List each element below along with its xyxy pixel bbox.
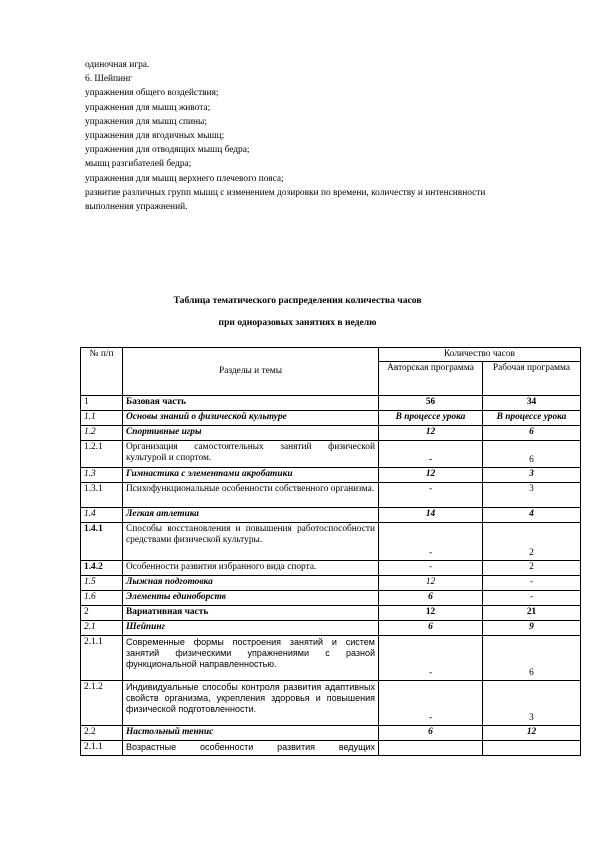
row-title: Спортивные игры xyxy=(123,426,379,441)
row-title: Элементы единоборств xyxy=(123,591,379,606)
row-working: 9 xyxy=(483,621,581,636)
intro-line: упражнения для мышц спины; xyxy=(85,116,207,127)
table-row xyxy=(81,396,581,411)
row-working: 2 xyxy=(483,523,581,561)
row-author: - xyxy=(379,441,483,468)
row-author: 12 xyxy=(379,576,483,591)
table-row xyxy=(81,576,581,591)
header-sections: Разделы и темы xyxy=(123,348,379,396)
row-num: 1.3 xyxy=(81,468,123,483)
row-num: 2 xyxy=(81,606,123,621)
table-row xyxy=(81,681,581,726)
row-working: 3 xyxy=(483,483,581,508)
row-num: 1.5 xyxy=(81,576,123,591)
row-working: 12 xyxy=(483,726,581,741)
row-num: 1.4 xyxy=(81,508,123,523)
table-row xyxy=(81,508,581,523)
row-author: 56 xyxy=(379,396,483,411)
row-num: 2.1.1 xyxy=(81,741,123,756)
row-working: 6 xyxy=(483,441,581,468)
row-author: - xyxy=(379,636,483,681)
row-num: 2.1.1 xyxy=(81,636,123,681)
table-caption-line2: при одноразовых занятиях в неделю xyxy=(218,317,377,328)
row-title: Организация самостоятельных занятий физической культурой и спортом. xyxy=(123,441,379,468)
row-author: 6 xyxy=(379,591,483,606)
row-num: 1.3.1 xyxy=(81,483,123,508)
row-num: 1 xyxy=(81,396,123,411)
intro-line: упражнения для ягодичных мышц; xyxy=(85,131,225,142)
table-row xyxy=(81,621,581,636)
intro-line: 6. Шейпинг xyxy=(85,74,132,85)
row-title: Психофункциональные особенности собственного организма. xyxy=(123,483,379,508)
header-hours: Количество часов xyxy=(379,348,581,362)
row-num: 1.1 xyxy=(81,411,123,426)
row-num: 1.4.1 xyxy=(81,523,123,561)
hours-table xyxy=(80,347,581,756)
header-author: Авторская программа xyxy=(379,362,483,396)
intro-line: развитие различных групп мышц с изменением дозировки по времени, количеству и интенсивности выполнения упражнений. xyxy=(85,187,486,213)
row-title: Индивидуальные способы контроля развития адаптивных свойств организма, укрепления здоровья и повышения физической подготовленности. xyxy=(123,681,379,726)
row-author xyxy=(379,741,483,756)
row-working: 2 xyxy=(483,561,581,576)
table-row xyxy=(81,523,581,561)
table-row xyxy=(81,636,581,681)
row-working: 4 xyxy=(483,508,581,523)
intro-line: упражнения для мышц живота; xyxy=(85,102,211,113)
table-caption-line1: Таблица тематического распределения количества часов xyxy=(173,295,422,306)
row-working: 6 xyxy=(483,636,581,681)
row-title: Лыжная подготовка xyxy=(123,576,379,591)
table-row xyxy=(81,483,581,508)
row-author: 6 xyxy=(379,621,483,636)
header-working: Рабочая программа xyxy=(483,362,581,396)
intro-line: упражнения общего воздействия; xyxy=(85,88,219,99)
row-author: 12 xyxy=(379,468,483,483)
row-num: 1.2.1 xyxy=(81,441,123,468)
row-working: В процессе урока xyxy=(483,411,581,426)
row-title: Основы знаний о физической культуре xyxy=(123,411,379,426)
table-row xyxy=(81,468,581,483)
intro-line: упражнения для мышц верхнего плечевого пояса; xyxy=(85,173,284,184)
intro-line: упражнения для отводящих мышц бедра; xyxy=(85,145,250,156)
row-author: - xyxy=(379,523,483,561)
row-title: Способы восстановления и повышения работоспособности средствами физической культуры. xyxy=(123,523,379,561)
table-row xyxy=(81,411,581,426)
table-row xyxy=(81,561,581,576)
table-row xyxy=(81,726,581,741)
row-working: 3 xyxy=(483,681,581,726)
row-num: 2.1 xyxy=(81,621,123,636)
intro-line: мышц разгибателей бедра; xyxy=(85,159,192,170)
table-row xyxy=(81,591,581,606)
header-num: № п/п xyxy=(81,348,123,396)
row-title: Гимнастика с элементами акробатики xyxy=(123,468,379,483)
row-title: Возрастные особенности развития ведущих xyxy=(123,741,379,756)
row-title: Современные формы построения занятий и систем занятий физическими упражнениями с разной функциональной направленностью. xyxy=(123,636,379,681)
row-author: 12 xyxy=(379,606,483,621)
row-working: - xyxy=(483,576,581,591)
row-num: 1.2 xyxy=(81,426,123,441)
row-author: 14 xyxy=(379,508,483,523)
row-num: 2.2 xyxy=(81,726,123,741)
row-num: 1.6 xyxy=(81,591,123,606)
intro-text xyxy=(85,58,515,214)
row-title: Вариативная часть xyxy=(123,606,379,621)
table-row xyxy=(81,606,581,621)
row-title: Особенности развития избранного вида спорта. xyxy=(123,561,379,576)
row-working: 34 xyxy=(483,396,581,411)
row-title: Шейпинг xyxy=(123,621,379,636)
row-working: 21 xyxy=(483,606,581,621)
table-row xyxy=(81,441,581,468)
row-author: В процессе урока xyxy=(379,411,483,426)
row-title: Базовая часть xyxy=(123,396,379,411)
intro-line: одиночная игра. xyxy=(85,60,150,70)
row-working: - xyxy=(483,591,581,606)
row-author: 6 xyxy=(379,726,483,741)
row-working: 6 xyxy=(483,426,581,441)
row-num: 1.4.2 xyxy=(81,561,123,576)
row-title: Легкая атлетика xyxy=(123,508,379,523)
row-author: - xyxy=(379,483,483,508)
table-row xyxy=(81,426,581,441)
table-row xyxy=(81,741,581,756)
row-working: 3 xyxy=(483,468,581,483)
row-author: - xyxy=(379,681,483,726)
row-author: - xyxy=(379,561,483,576)
row-working xyxy=(483,741,581,756)
row-author: 12 xyxy=(379,426,483,441)
row-title: Настольный теннис xyxy=(123,726,379,741)
row-num: 2.1.2 xyxy=(81,681,123,726)
